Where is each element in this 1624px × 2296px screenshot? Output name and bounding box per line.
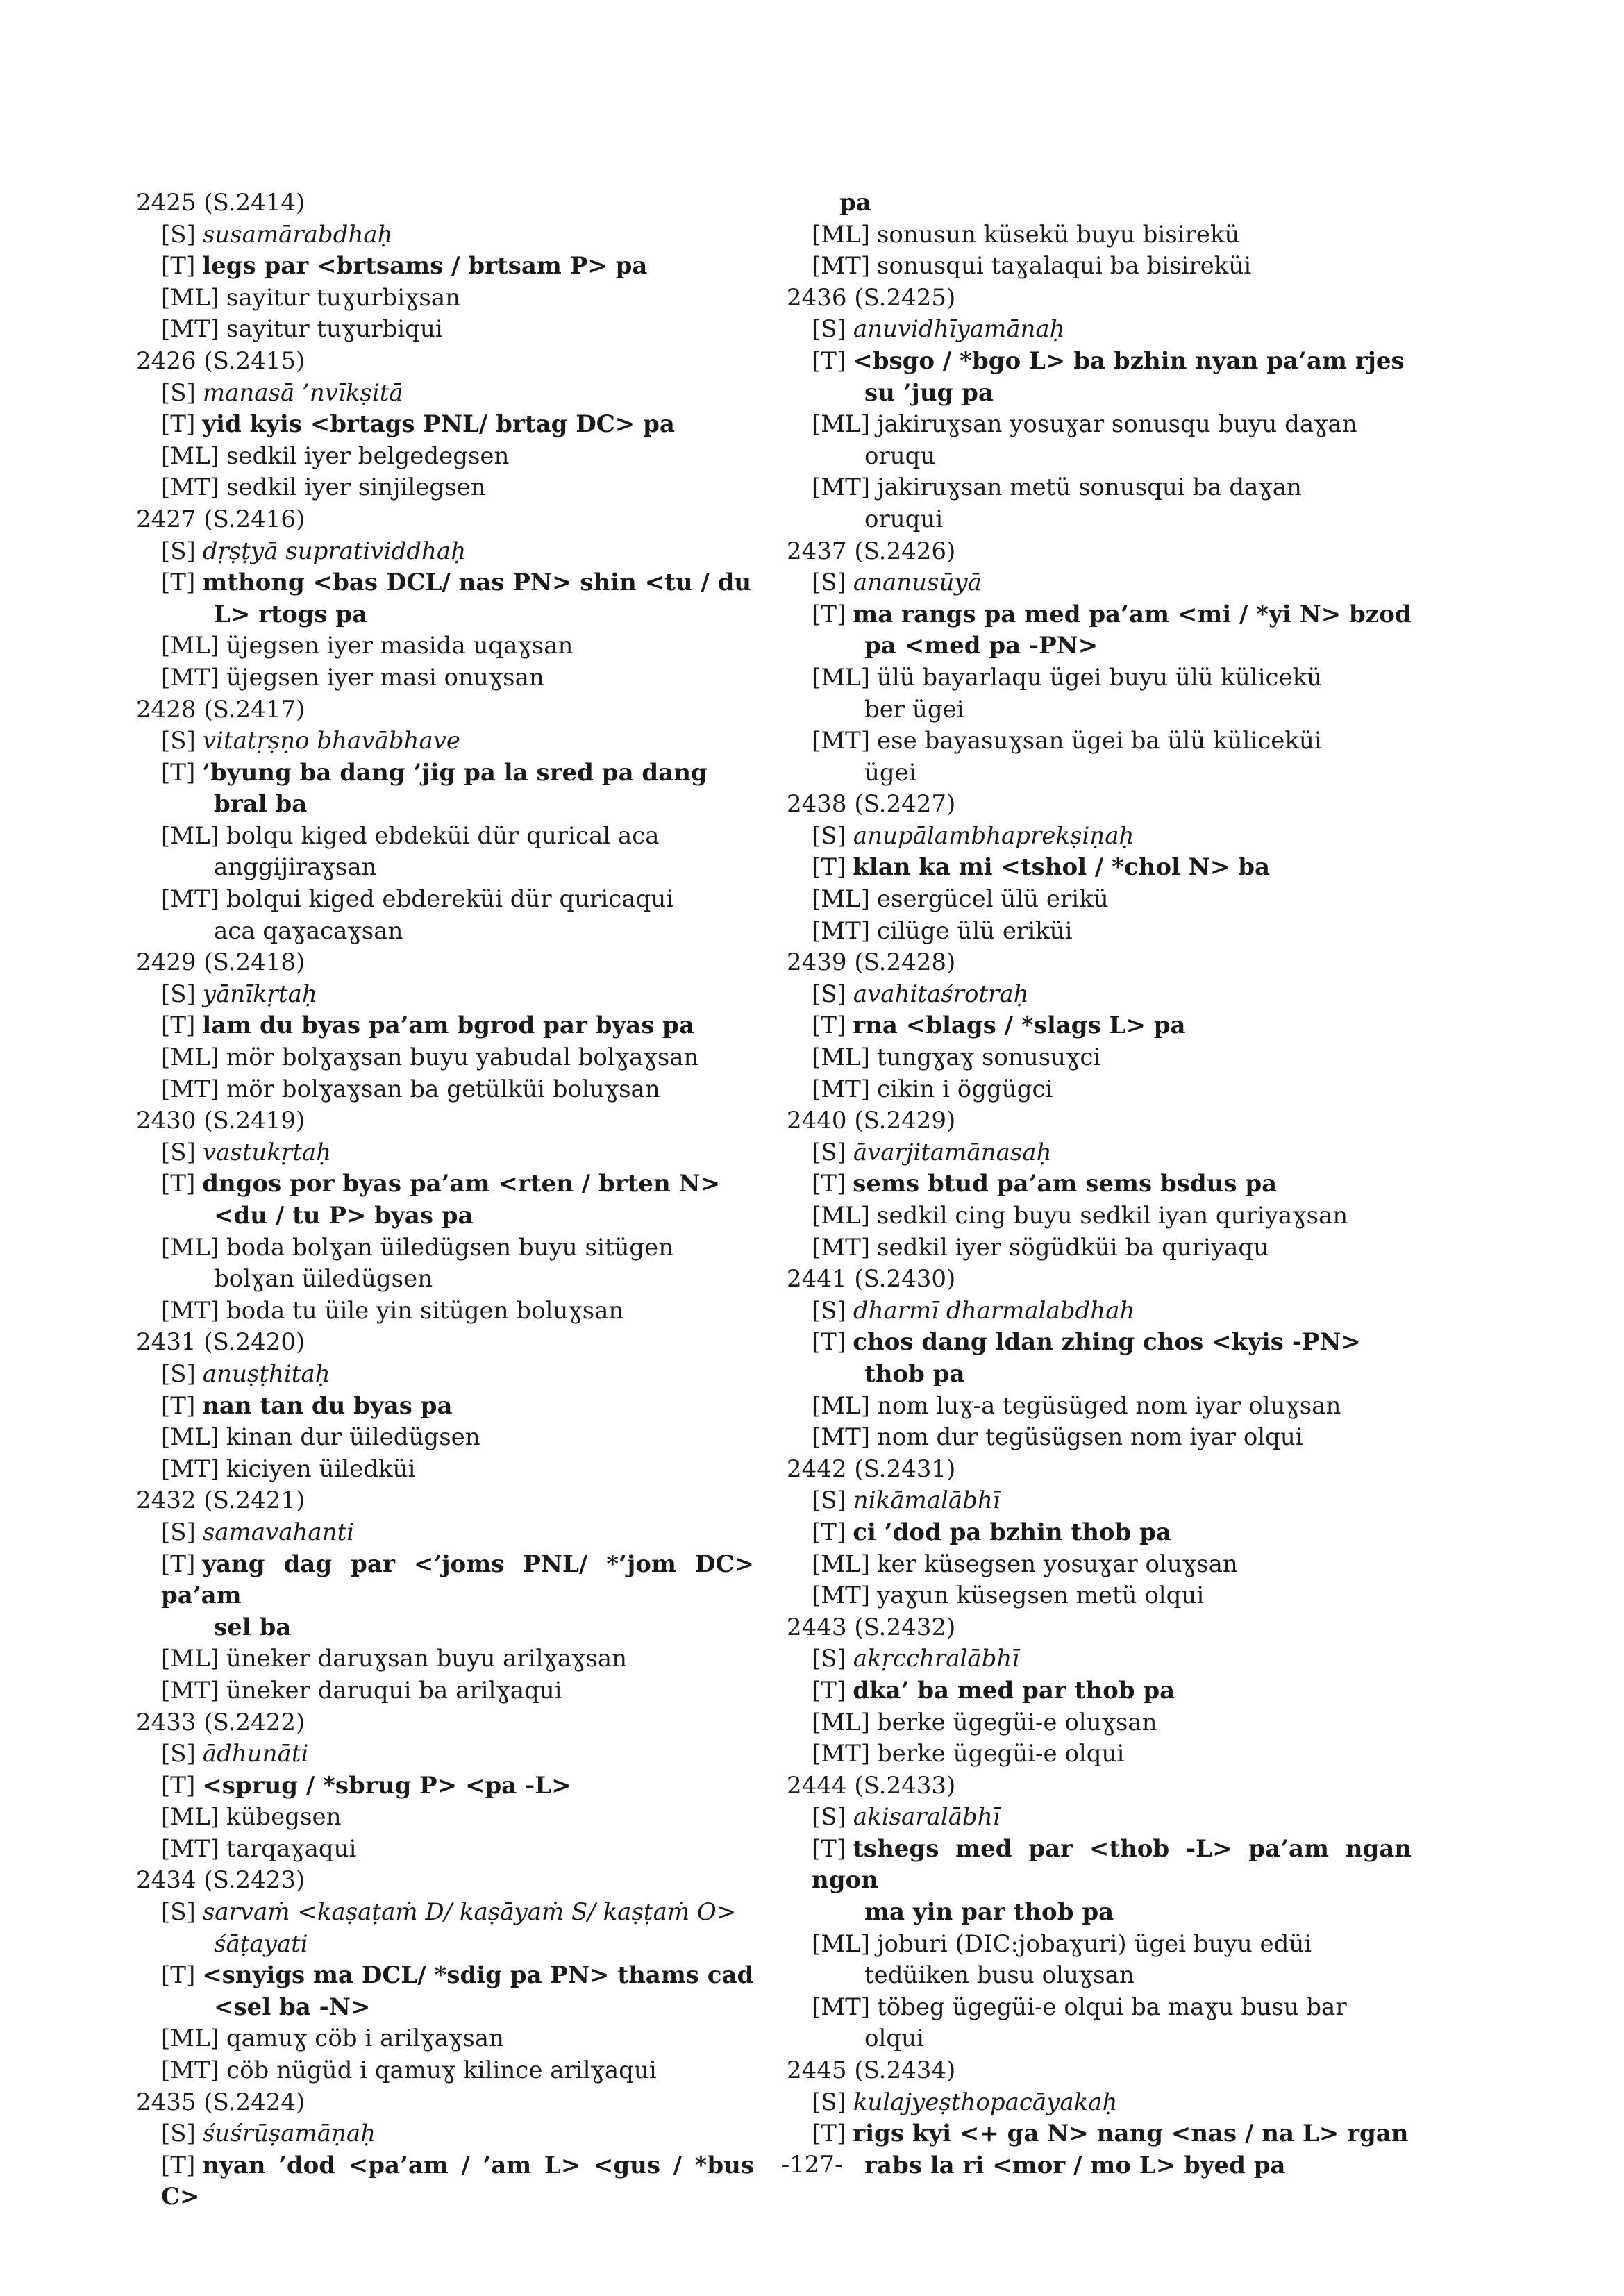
language-tag: [S] <box>812 1645 846 1673</box>
entry-line <box>787 1992 1412 2055</box>
entry-text: yaɣun küsegsen metü olqui <box>877 1582 1205 1610</box>
entry-text: samavahanti <box>202 1518 355 1546</box>
entry-line <box>787 219 1412 251</box>
entry-text: üneker daruqui ba arilɣaqui <box>226 1676 562 1704</box>
language-tag: [T] <box>812 346 846 375</box>
entry-text: sayitur tuɣurbiqui <box>226 315 443 344</box>
language-tag: [ML] <box>161 1233 219 1262</box>
language-tag: [T] <box>812 600 846 628</box>
entry-line <box>136 2055 754 2087</box>
language-tag: [MT] <box>812 1075 871 1103</box>
entry-line <box>787 1549 1412 1581</box>
entry-text: üneker daruɣsan buyu arilɣaɣsan <box>226 1645 628 1673</box>
language-tag: [S] <box>161 980 196 1008</box>
entry-number: 2443 (S.2432) <box>787 1613 956 1641</box>
language-tag: [ML] <box>812 1391 870 1420</box>
language-tag: [T] <box>161 1012 196 1040</box>
entry-number: 2437 (S.2426) <box>787 537 956 565</box>
entry-line <box>136 567 754 630</box>
entry-text: nom luɣ-a tegüsüged nom iyar oluɣsan <box>876 1391 1341 1420</box>
entry-line <box>136 378 754 410</box>
entry-line <box>787 1391 1412 1423</box>
entry-line <box>787 979 1412 1011</box>
language-tag: [MT] <box>812 727 871 755</box>
entry-text: ker küsegsen yosuɣar oluɣsan <box>876 1550 1238 1578</box>
entry-line <box>136 821 754 884</box>
entry-line <box>787 1200 1412 1232</box>
entry-text: ülü bayarlaqu ügei buyu ülü külicekü <box>876 663 1323 692</box>
entry-text: berke ügegüi-e olqui <box>877 1740 1125 1768</box>
entry-line <box>787 1042 1412 1074</box>
entry-line <box>787 1643 1412 1675</box>
entry-line <box>136 1074 754 1106</box>
entry-text: sedkil iyer belgedegsen <box>226 442 510 470</box>
language-tag: [T] <box>161 758 196 787</box>
entry-line <box>136 1834 754 1866</box>
entry-text: sedkil iyer sögüdküi ba quriyaqu <box>877 1233 1269 1262</box>
entry-text-continuation: <sel ba -N> <box>214 1993 371 2021</box>
language-tag: [S] <box>161 727 196 755</box>
entry-number: 2444 (S.2433) <box>787 1771 956 1800</box>
entry-line <box>787 726 1412 789</box>
language-tag: [MT] <box>812 474 871 502</box>
entry-text-continuation: śāṭayati <box>214 1929 308 1958</box>
entry-line <box>136 314 754 346</box>
language-tag: [S] <box>161 1740 196 1768</box>
entry-text: tungɣaɣ sonusuɣci <box>876 1044 1101 1072</box>
language-tag: [MT] <box>161 1834 220 1863</box>
entry-line <box>136 1454 754 1486</box>
entry-text: anuṣṭhitaḥ <box>202 1359 330 1388</box>
entry-number: 2425 (S.2414) <box>136 189 305 217</box>
entry-text: sayitur tuɣurbiɣsan <box>226 283 461 312</box>
entry-text: yang dag par <’joms PNL/ *’jom DC> pa’am <box>161 1550 754 1610</box>
entry-line <box>136 1359 754 1391</box>
entry-text: ādhunāti <box>202 1740 309 1768</box>
language-tag: [T] <box>161 2151 196 2179</box>
language-tag: [MT] <box>161 315 220 344</box>
entry-text-continuation: ber ügei <box>864 695 964 723</box>
language-tag: [MT] <box>161 885 220 914</box>
entry-line <box>787 472 1412 535</box>
entry-line <box>787 1834 1412 1929</box>
entry-number: 2441 (S.2430) <box>787 1265 956 1293</box>
entry-text: esergücel ülü erikü <box>876 885 1109 914</box>
entry-text: sems btud pa’am sems bsdus pa <box>853 1170 1278 1198</box>
entry-number: 2427 (S.2416) <box>136 505 305 533</box>
entry-text-continuation: ma yin par thob pa <box>864 1898 1114 1927</box>
entry-line <box>136 1738 754 1770</box>
entry-line <box>787 1802 1412 1834</box>
entry-line <box>787 662 1412 726</box>
entry-text: legs par <brtsams / brtsam P> pa <box>202 252 648 280</box>
entry-text: vastukṛtaḥ <box>202 1138 332 1166</box>
language-tag: [MT] <box>812 1740 871 1768</box>
entry-line <box>787 1137 1412 1169</box>
language-tag: [MT] <box>161 474 220 502</box>
entry-line <box>787 1929 1412 1992</box>
entry-text: nyan ’dod <pa’am / ’am L> <gus / *bus C> <box>161 2151 754 2211</box>
entry-text: sarvaṁ <kaṣaṭaṁ D/ kaṣāyaṁ S/ kaṣṭaṁ O> <box>202 1898 737 1927</box>
entry-line <box>136 219 754 251</box>
language-tag: [ML] <box>812 220 870 249</box>
language-tag: [MT] <box>812 1993 871 2021</box>
language-tag: [ML] <box>161 2025 219 2053</box>
entry-line <box>136 979 754 1011</box>
entry-text-continuation: bral ba <box>214 790 308 819</box>
entry-line <box>787 187 1412 219</box>
language-tag: [S] <box>161 2120 196 2148</box>
entry-line <box>136 441 754 473</box>
language-tag: [ML] <box>812 663 870 692</box>
entry-text: āvarjitamānasaḥ <box>853 1138 1052 1166</box>
language-tag: [T] <box>812 1518 846 1546</box>
entry-text: cikin i öggügci <box>877 1075 1053 1103</box>
entry-line <box>787 1707 1412 1739</box>
entry-text: üjegsen iyer masida uqaɣsan <box>226 632 574 660</box>
entry-line <box>787 1232 1412 1264</box>
language-tag: [T] <box>161 1550 196 1578</box>
entry-line <box>136 630 754 662</box>
entry-text: mthong <bas DCL/ nas PN> shin <tu / du <box>202 569 752 597</box>
entry-text-continuation: bolɣan üiledügsen <box>214 1265 433 1293</box>
entry-line <box>787 1327 1412 1390</box>
entry-text: üjegsen iyer masi onuɣsan <box>226 663 544 692</box>
entry-number: 2428 (S.2417) <box>136 695 305 723</box>
entry-text: sedkil cing buyu sedkil iyan quriyaɣsan <box>876 1202 1348 1230</box>
entry-line <box>787 251 1412 283</box>
entry-text: akṛcchralābhī <box>853 1645 1020 1673</box>
language-tag: [MT] <box>161 1676 220 1704</box>
entry-text: pa <box>839 189 871 217</box>
language-tag: [T] <box>161 410 196 439</box>
entry-text-continuation: tedüiken busu oluɣsan <box>864 1961 1135 1990</box>
language-tag: [MT] <box>161 2056 220 2085</box>
entry-line <box>136 757 754 821</box>
entry-text: jakiruɣsan yosuɣar sonusqu buyu daɣan <box>876 410 1357 439</box>
language-tag: [T] <box>812 1676 846 1704</box>
entry-text: cöb nügüd i qamuɣ kilince arilɣaqui <box>226 2056 657 2085</box>
entry-line <box>787 1580 1412 1612</box>
entry-text: rigs kyi <+ ga N> nang <nas / na L> rgan <box>853 2120 1409 2148</box>
entry-line <box>787 409 1412 472</box>
entry-text: cilüge ülü eriküi <box>877 916 1073 945</box>
language-tag: [MT] <box>161 663 220 692</box>
entry-number: 2434 (S.2423) <box>136 1866 305 1895</box>
entry-number: 2436 (S.2425) <box>787 283 956 312</box>
entry-line <box>787 1074 1412 1106</box>
language-tag: [ML] <box>812 1550 870 1578</box>
language-tag: [ML] <box>161 1803 219 1832</box>
entry-text-continuation: thob pa <box>864 1359 965 1388</box>
entry-text-continuation: oruqui <box>864 505 944 533</box>
entry-text: ci ’dod pa bzhin thob pa <box>853 1518 1172 1546</box>
language-tag: [S] <box>161 537 196 565</box>
language-tag: [ML] <box>161 1645 219 1673</box>
entry-text: sonusun küsekü buyu bisirekü <box>876 220 1240 249</box>
entry-line <box>787 884 1412 916</box>
entry-number: 2440 (S.2429) <box>787 1107 956 1135</box>
right-column <box>787 187 1412 2181</box>
language-tag: [T] <box>161 1391 196 1420</box>
entry-text: berke ügegüi-e oluɣsan <box>876 1708 1157 1736</box>
entry-line <box>136 1802 754 1834</box>
entry-line <box>787 314 1412 346</box>
language-tag: [T] <box>161 1961 196 1990</box>
entry-text: dngos por byas pa’am <rten / brten N> <box>202 1170 721 1198</box>
entry-text: tarqaɣaqui <box>226 1834 357 1863</box>
entry-line <box>136 251 754 283</box>
entry-text: sedkil iyer sinjilegsen <box>226 474 486 502</box>
entry-line <box>787 1675 1412 1707</box>
entry-number: 2429 (S.2418) <box>136 948 305 977</box>
language-tag: [ML] <box>161 1423 219 1452</box>
entry-text: anuvidhīyamānaḥ <box>853 315 1065 344</box>
entry-line <box>787 1422 1412 1454</box>
entry-text: ’byung ba dang ’jig pa la sred pa dang <box>202 758 708 787</box>
entry-text-continuation: anggijiraɣsan <box>214 853 377 882</box>
entry-text: akisaralābhī <box>853 1803 1001 1832</box>
language-tag: [S] <box>812 980 846 1008</box>
entry-text: chos dang ldan zhing chos <kyis -PN> <box>853 1328 1361 1357</box>
entry-text-continuation: L> rtogs pa <box>214 600 368 628</box>
entry-text: anupālambhaprekṣiṇaḥ <box>853 821 1135 850</box>
entry-line <box>136 409 754 441</box>
language-tag: [MT] <box>812 916 871 945</box>
entry-number: 2439 (S.2428) <box>787 948 956 977</box>
entry-text-continuation: <du / tu P> byas pa <box>214 1202 474 1230</box>
language-tag: [ML] <box>812 1708 870 1736</box>
language-tag: [S] <box>161 1518 196 1546</box>
entry-number: 2435 (S.2424) <box>136 2088 305 2116</box>
language-tag: [T] <box>812 1170 846 1198</box>
language-tag: [ML] <box>812 1044 870 1072</box>
entry-line <box>136 2118 754 2150</box>
entry-line <box>136 1517 754 1549</box>
entry-line <box>787 2087 1412 2119</box>
language-tag: [ML] <box>812 1929 870 1958</box>
entry-text: ananusūyā <box>853 569 982 597</box>
entry-text: śuśrūṣamāṇaḥ <box>202 2120 376 2148</box>
entry-text: ma rangs pa med pa’am <mi / *yi N> bzod <box>853 600 1412 628</box>
language-tag: [MT] <box>812 1582 871 1610</box>
entry-text: <bsgo / *bgo L> ba bzhin nyan pa’am rjes <box>853 346 1405 375</box>
entry-line <box>136 536 754 568</box>
language-tag: [MT] <box>161 1455 220 1483</box>
entry-number: 2432 (S.2421) <box>136 1486 305 1515</box>
language-tag: [S] <box>161 220 196 249</box>
entry-line <box>787 1517 1412 1549</box>
entry-text: <sprug / *sbrug P> <pa -L> <box>202 1771 571 1800</box>
entry-text: qamuɣ cöb i arilɣaɣsan <box>226 2025 504 2053</box>
language-tag: [S] <box>812 1138 846 1166</box>
entry-line <box>136 1643 754 1675</box>
entry-text: avahitaśrotraḥ <box>853 980 1029 1008</box>
entry-number: 2426 (S.2415) <box>136 346 305 375</box>
entry-line <box>136 884 754 947</box>
entry-line <box>136 1232 754 1296</box>
entry-text: ese bayasuɣsan ügei ba ülü küliceküi <box>877 727 1322 755</box>
entry-text: manasā ’nvīkṣitā <box>202 378 403 407</box>
language-tag: [ML] <box>812 410 870 439</box>
entry-text: vitatṛṣṇo bhavābhave <box>202 727 461 755</box>
language-tag: [ML] <box>161 1044 219 1072</box>
entry-text-continuation: su ’jug pa <box>864 378 994 407</box>
language-tag: [MT] <box>812 1233 871 1262</box>
entry-text: yānīkṛtaḥ <box>202 980 317 1008</box>
entry-text-continuation: pa <med pa -PN> <box>864 632 1098 660</box>
entry-text: kulajyeṣthopacāyakaḥ <box>853 2088 1118 2116</box>
entry-line <box>136 1137 754 1169</box>
entry-text-continuation: sel ba <box>214 1613 292 1641</box>
entry-text-continuation: oruqu <box>864 442 936 470</box>
entry-line <box>136 1960 754 2023</box>
entry-line <box>787 1168 1412 1200</box>
entry-line <box>136 662 754 694</box>
entry-text: lam du byas pa’am bgrod par byas pa <box>202 1012 694 1040</box>
language-tag: [T] <box>161 1170 196 1198</box>
entry-line <box>136 1422 754 1454</box>
entry-text: <snyigs ma DCL/ *sdig pa PN> thams cad <box>202 1961 754 1990</box>
entry-line <box>136 283 754 315</box>
entry-text: kiciyen üiledküi <box>226 1455 416 1483</box>
language-tag: [S] <box>161 378 196 407</box>
language-tag: [T] <box>812 1012 846 1040</box>
page-number: -127- <box>781 2151 843 2179</box>
entry-line <box>136 1897 754 1960</box>
entry-line <box>787 567 1412 599</box>
entry-number: 2438 (S.2427) <box>787 790 956 819</box>
language-tag: [T] <box>812 2120 846 2148</box>
entry-line <box>787 1738 1412 1770</box>
entry-text-continuation: rabs la ri <mor / mo L> byed pa <box>864 2151 1286 2179</box>
language-tag: [T] <box>161 1771 196 1800</box>
entry-text: klan ka mi <tshol / *chol N> ba <box>853 853 1271 882</box>
entry-line <box>787 1296 1412 1327</box>
language-tag: [S] <box>161 1898 196 1927</box>
language-tag: [ML] <box>161 821 219 850</box>
entry-text: mör bolɣaɣsan buyu yabudal bolɣaɣsan <box>226 1044 699 1072</box>
left-column <box>136 187 754 2213</box>
language-tag: [ML] <box>812 885 870 914</box>
entry-text: dṛṣṭyā supratividdhaḥ <box>202 537 467 565</box>
language-tag: [MT] <box>161 1075 220 1103</box>
language-tag: [MT] <box>161 1296 220 1325</box>
entry-text: boda tu üile yin sitügen boluɣsan <box>226 1296 624 1325</box>
entry-line <box>787 1010 1412 1042</box>
language-tag: [S] <box>812 1296 846 1325</box>
entry-number: 2442 (S.2431) <box>787 1455 956 1483</box>
entry-line <box>787 821 1412 853</box>
entry-text: töbeg ügegüi-e olqui ba maɣu busu bar <box>877 1993 1347 2021</box>
entry-text: bolqui kiged ebdereküi dür quricaqui <box>226 885 674 914</box>
entry-text: nikāmalābhī <box>853 1486 1001 1515</box>
entry-text: yid kyis <brtags PNL/ brtag DC> pa <box>202 410 675 439</box>
language-tag: [S] <box>812 2088 846 2116</box>
entry-text: mör bolɣaɣsan ba getülküi boluɣsan <box>226 1075 660 1103</box>
entry-text-continuation: olqui <box>864 2025 924 2053</box>
language-tag: [T] <box>161 569 196 597</box>
entry-text: kinan dur üiledügsen <box>226 1423 480 1452</box>
language-tag: [ML] <box>161 632 219 660</box>
entry-text: susamārabdhaḥ <box>202 220 393 249</box>
language-tag: [MT] <box>812 252 871 280</box>
entry-line <box>136 1675 754 1707</box>
language-tag: [ML] <box>812 1202 870 1230</box>
entry-line <box>136 2023 754 2055</box>
entry-number: 2430 (S.2419) <box>136 1107 305 1135</box>
language-tag: [S] <box>812 1486 846 1515</box>
entry-line <box>136 1391 754 1423</box>
entry-text: kübegsen <box>226 1803 342 1832</box>
entry-line <box>787 852 1412 884</box>
entry-text: rna <blags / *slags L> pa <box>853 1012 1186 1040</box>
entry-line <box>136 1296 754 1327</box>
language-tag: [T] <box>812 1834 846 1863</box>
language-tag: [S] <box>161 1359 196 1388</box>
entry-number: 2433 (S.2422) <box>136 1708 305 1736</box>
entry-text: jakiruɣsan metü sonusqui ba daɣan <box>877 474 1302 502</box>
entry-text: dka’ ba med par thob pa <box>853 1676 1175 1704</box>
language-tag: [S] <box>161 1138 196 1166</box>
entry-line <box>136 1549 754 1644</box>
entry-number: 2445 (S.2434) <box>787 2056 956 2085</box>
entry-text: bolqu kiged ebdeküi dür qurical aca <box>226 821 660 850</box>
language-tag: [T] <box>812 1328 846 1357</box>
entry-line <box>136 1168 754 1232</box>
entry-number: 2431 (S.2420) <box>136 1328 305 1357</box>
entry-text-continuation: ügei <box>864 758 916 787</box>
language-tag: [T] <box>812 853 846 882</box>
entry-line <box>136 1010 754 1042</box>
language-tag: [S] <box>812 1803 846 1832</box>
entry-line <box>787 346 1412 409</box>
language-tag: [ML] <box>161 442 219 470</box>
entry-text-continuation: aca qaɣacaɣsan <box>214 916 403 945</box>
entry-text: joburi (DIC:jobaɣuri) ügei buyu edüi <box>876 1929 1312 1958</box>
entry-line <box>787 1485 1412 1517</box>
language-tag: [T] <box>161 252 196 280</box>
language-tag: [S] <box>812 821 846 850</box>
entry-line <box>787 599 1412 662</box>
entry-line <box>787 916 1412 948</box>
language-tag: [ML] <box>161 283 219 312</box>
entry-text: dharmī dharmalabdhah <box>853 1296 1135 1325</box>
language-tag: [S] <box>812 569 846 597</box>
entry-text: sonusqui taɣalaqui ba bisireküi <box>877 252 1252 280</box>
language-tag: [MT] <box>812 1423 871 1452</box>
entry-line <box>136 1770 754 1802</box>
entry-line <box>136 726 754 757</box>
entry-text: boda bolɣan üiledügsen buyu sitügen <box>226 1233 674 1262</box>
language-tag: [S] <box>812 315 846 344</box>
entry-line <box>136 472 754 504</box>
entry-text: nan tan du byas pa <box>202 1391 453 1420</box>
entry-text: tshegs med par <thob -L> pa’am ngan ngon <box>812 1834 1412 1895</box>
entry-text: nom dur tegüsügsen nom iyar olqui <box>877 1423 1303 1452</box>
entry-line <box>136 1042 754 1074</box>
